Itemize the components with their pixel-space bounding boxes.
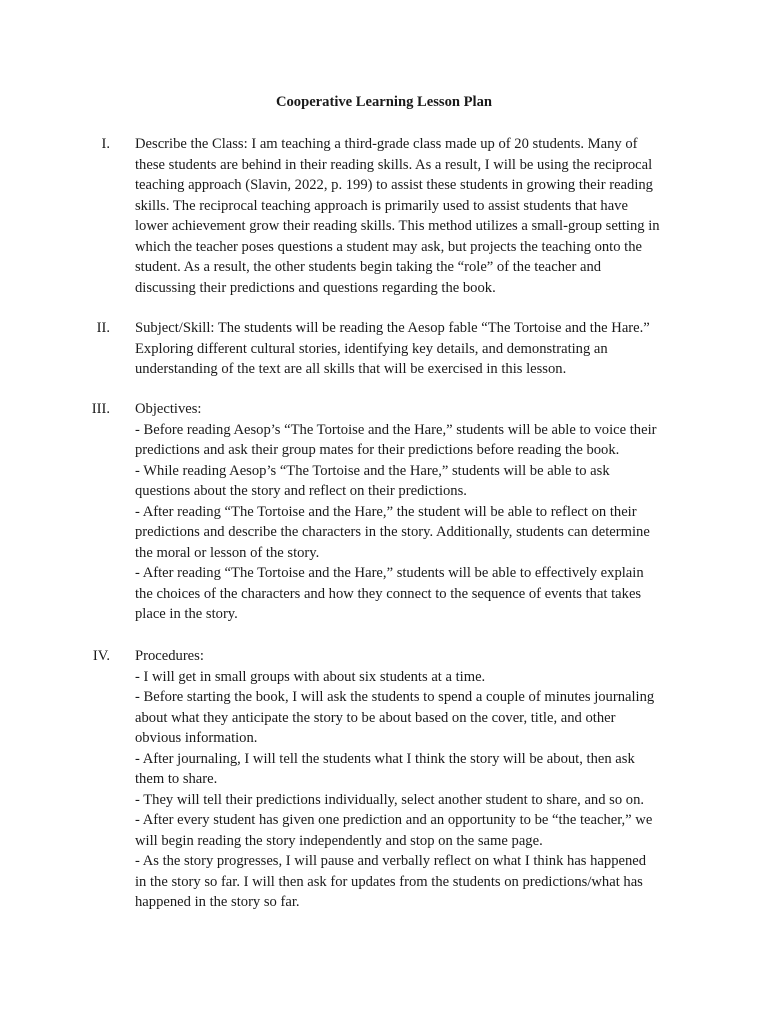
text-line: Subject/Skill: The students will be reading the Aesop fable “The Tortoise and the Hare.” [135,320,650,336]
section-body [135,318,687,380]
text-line: questions about the story and reflect on their predictions. [135,483,467,499]
text-line: - They will tell their predictions individually, select another student to share, and so on. [135,791,645,808]
section-numeral: IV. [92,648,110,664]
text-line: - I will get in small groups with about six students at a time. [135,668,486,685]
section-body [135,134,687,298]
text-line: skills. The reciprocal teaching approach is primarily used to assist students that have [135,197,628,214]
text-line: - After reading “The Tortoise and the Hare,” the student will be able to reflect on their [135,503,637,520]
text-line: student. As a result, the other students begin taking the “role” of the teacher and [135,259,602,275]
text-line: teaching approach (Slavin, 2022, p. 199) to assist these students in growing their reading [135,177,653,193]
text-line: - While reading Aesop’s “The Tortoise and the Hare,” students will be able to ask [135,462,610,479]
text-line: Exploring different cultural stories, identifying key details, and demonstrating an [135,340,608,357]
text-line: these students are behind in their reading skills. As a result, I will be using the reciprocal [135,156,653,173]
text-line: them to share. [135,771,218,787]
text-line: - As the story progresses, I will pause and verbally reflect on what I think has happened [135,853,647,869]
text-line: Procedures: [135,648,204,664]
text-line: predictions and describe the characters in the story. Additionally, students can determine [135,524,650,540]
text-line: obvious information. [135,730,258,746]
document-title: Cooperative Learning Lesson Plan [275,94,493,110]
text-line: happened in the story so far. [135,894,300,910]
section-body [135,399,687,625]
section-body [135,646,687,913]
text-line: - After journaling, I will tell the students what I think the story will be about, then ask [135,750,635,767]
section-numeral: I. [101,136,110,152]
text-line: the moral or lesson of the story. [135,544,320,561]
text-line: understanding of the text are all skills that will be exercised in this lesson. [135,361,567,377]
text-line: Objectives: [135,401,202,417]
section-numeral: III. [91,401,110,417]
section-numeral: II. [96,320,110,336]
text-line: about what they anticipate the story to be about based on the cover, title, and other [135,709,616,726]
text-line: which the teacher poses questions a student may ask, but projects the teaching onto the [135,238,642,255]
text-line: - Before starting the book, I will ask the students to spend a couple of minutes journaling [135,689,655,705]
text-line: will begin reading the story independently and stop on the same page. [135,832,543,849]
text-line: lower achievement grow their reading skills. This method utilizes a small-group setting in [135,218,660,234]
text-line: predictions and ask their group mates for their predictions before reading the book. [135,442,620,458]
text-line: - After every student has given one prediction and an opportunity to be “the teacher,” we [135,812,653,828]
text-line: - After reading “The Tortoise and the Hare,” students will be able to effectively explain [135,565,644,581]
text-line: - Before reading Aesop’s “The Tortoise and the Hare,” students will be able to voice their [135,421,657,438]
text-line: in the story so far. I will then ask for updates from the students on predictions/what has [135,873,643,890]
text-line: Describe the Class: I am teaching a third-grade class made up of 20 students. Many of [135,136,638,152]
text-line: discussing their predictions and questions regarding the book. [135,279,496,296]
text-line: place in the story. [135,606,238,622]
text-line: the choices of the characters and how they connect to the sequence of events that takes [135,585,642,602]
